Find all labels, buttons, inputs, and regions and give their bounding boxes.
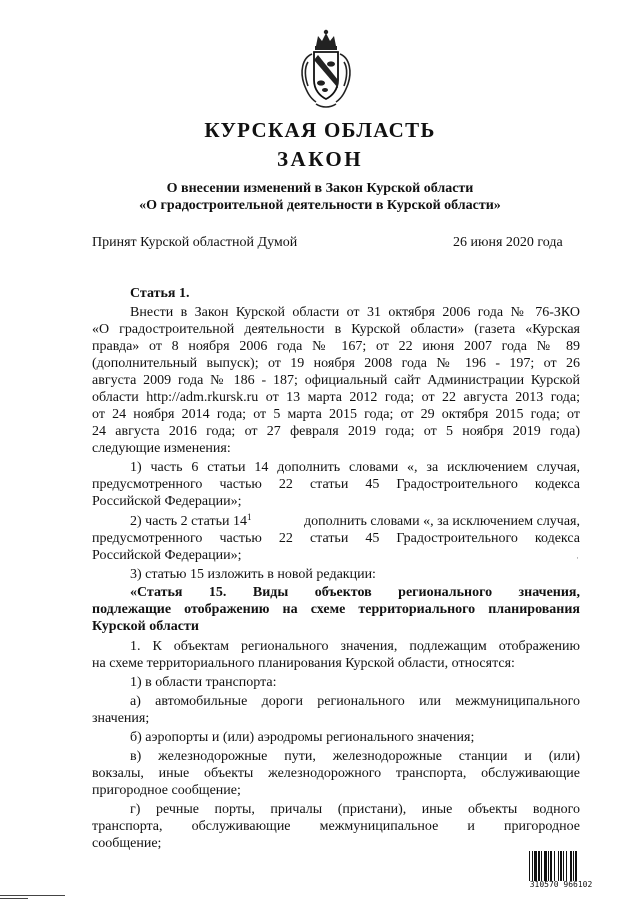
barcode-bar [554,851,555,881]
transport-subheading: 1) в области транспорта: [130,675,277,690]
amendment-item-1: Российской Федерации»; [92,494,242,509]
article15-heading: Курской области [92,619,199,634]
barcode-bar [532,851,533,881]
item-a: а) автомобильные дороги регионального или межмуниципального [130,694,580,709]
article1-intro-line: Внести в Закон Курской области от 31 октября 2006 года № 76-ЗКО [130,305,580,320]
item-v: пригородное сообщение; [92,783,241,798]
barcode-bar [566,851,567,881]
article15-heading: «Статья 15. Виды объектов регионального значения, [130,585,580,600]
article15-heading: подлежащие отображению на схеме территориального планирования [92,602,580,617]
barcode-bar [550,851,552,881]
document-type: ЗАКОН [276,147,364,171]
law-title-line1: О внесении изменений в Закон Курской области [166,181,474,196]
article15-part1: на схеме территориального планирования Курской области, относятся: [92,656,515,671]
amendment-item-2: предусмотренного частью 22 статьи 45 Градостроительного кодекса [92,531,580,546]
item2-text-post: дополнить словами «, за исключением случая, [304,514,580,529]
barcode-bar [529,851,530,881]
adoption-date: 26 июня 2020 года [453,235,563,250]
amendment-item-2: Российской Федерации»; [92,548,242,563]
barcode-bar [575,851,577,881]
article1-heading: Статья 1. [130,286,190,301]
item-g: транспорта, обслуживающие межмуниципальное и пригородное [92,819,580,834]
footer-rule [0,895,65,896]
barcode-bar [573,851,574,881]
item-g: сообщение; [92,836,162,851]
barcode-bar [563,851,564,881]
coat-of-arms-emblem [294,28,358,110]
item-a: значения; [92,711,150,726]
amendment-item-1: предусмотренного частью 22 статьи 45 Градостроительного кодекса [92,477,580,492]
amendment-item-3: 3) статью 15 изложить в новой редакции: [130,567,376,582]
barcode-bar [570,851,572,881]
article1-intro-line: 24 августа 2016 года; от 27 февраля 2019 года; от 5 ноября 2019 года) [92,424,580,439]
article1-intro-line: следующие изменения: [92,441,231,456]
barcode-number: 310570 966102 [529,880,593,889]
margin-mark: · [576,553,579,563]
barcode-bar [560,851,562,881]
barcode-bar [548,851,549,881]
article1-intro-line: области http://adm.rkursk.ru от 13 марта 2012 года; от 22 августа 2013 года; [92,390,580,405]
footer-rule [0,898,28,899]
article1-intro-line: «О градостроительной деятельности в Курской области» (газета «Курская [92,322,580,337]
amendment-item-2 [130,513,580,530]
article1-intro-line: от 24 ноября 2014 года; от 5 марта 2015 года; от 29 октября 2015 года; от [92,407,580,422]
barcode [529,851,593,881]
amendment-item-1: 1) часть 6 статьи 14 дополнить словами «, за исключением случая, [130,460,580,475]
item-b: б) аэропорты и (или) аэродромы регионального значения; [130,730,475,745]
barcode-bar [558,851,559,881]
region-name: КУРСКАЯ ОБЛАСТЬ [204,118,436,142]
article15-part1: 1. К объектам регионального значения, подлежащим отображению [130,639,580,654]
item2-superscript: 1 [246,512,252,522]
item-v: в) железнодорожные пути, железнодорожные станции и (или) [130,749,580,764]
article1-intro-line: августа 2009 года № 186 - 187; официальный сайт Администрации Курской [92,373,580,388]
article1-intro-line: правда» от 8 ноября 2006 года № 167; от 22 июня 2007 года № 89 [92,339,580,354]
barcode-bar [544,851,547,881]
barcode-bar [534,851,537,881]
item-g: г) речные порты, причалы (пристани), иные объекты водного [130,802,580,817]
barcode-bar [541,851,542,881]
law-title-line2: «О градостроительной деятельности в Курской области» [139,198,501,213]
item-v: вокзалы, иные объекты железнодорожного транспорта, обслуживающие [92,766,580,781]
barcode-bar [538,851,540,881]
item2-text-pre: 2) часть 2 статьи 14 [130,514,247,529]
article1-intro-line: (дополнительный выпуск); от 19 ноября 2008 года № 196 - 197; от 26 [92,356,580,371]
adopted-by: Принят Курской областной Думой [92,235,298,250]
